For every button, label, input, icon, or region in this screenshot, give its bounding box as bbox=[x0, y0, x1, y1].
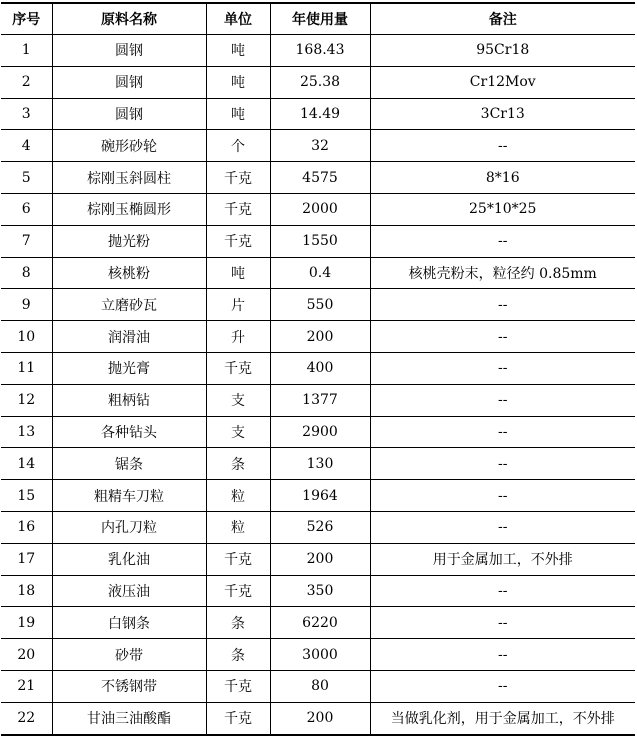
table-row bbox=[1, 416, 635, 448]
table-row bbox=[1, 384, 635, 416]
cell-unit: 吨 bbox=[206, 257, 270, 289]
table-row bbox=[1, 543, 635, 575]
table-row bbox=[1, 321, 635, 353]
cell-unit: 千克 bbox=[206, 702, 270, 734]
cell-unit: 个 bbox=[206, 130, 270, 162]
cell-index: 3 bbox=[1, 98, 52, 130]
header-index: 序号 bbox=[1, 3, 52, 35]
cell-index: 5 bbox=[1, 162, 52, 194]
cell-material-name: 内孔刀粒 bbox=[52, 511, 206, 543]
cell-material-name: 圆钢 bbox=[52, 98, 206, 130]
cell-index: 21 bbox=[1, 670, 52, 702]
table-row bbox=[1, 66, 635, 98]
table-row bbox=[1, 480, 635, 512]
cell-remarks: -- bbox=[370, 384, 635, 416]
cell-annual-usage: 0.4 bbox=[270, 257, 370, 289]
cell-index: 17 bbox=[1, 543, 52, 575]
cell-annual-usage: 14.49 bbox=[270, 98, 370, 130]
cell-index: 2 bbox=[1, 66, 52, 98]
cell-index: 7 bbox=[1, 225, 52, 257]
cell-annual-usage: 400 bbox=[270, 352, 370, 384]
cell-remarks: -- bbox=[370, 448, 635, 480]
cell-material-name: 不锈钢带 bbox=[52, 670, 206, 702]
table-row bbox=[1, 193, 635, 225]
cell-annual-usage: 6220 bbox=[270, 607, 370, 639]
cell-remarks: -- bbox=[370, 575, 635, 607]
cell-annual-usage: 200 bbox=[270, 321, 370, 353]
cell-remarks: -- bbox=[370, 321, 635, 353]
cell-index: 19 bbox=[1, 607, 52, 639]
cell-index: 10 bbox=[1, 321, 52, 353]
cell-material-name: 锯条 bbox=[52, 448, 206, 480]
cell-material-name: 抛光膏 bbox=[52, 352, 206, 384]
raw-materials-table bbox=[1, 2, 635, 736]
cell-unit: 千克 bbox=[206, 193, 270, 225]
cell-annual-usage: 2000 bbox=[270, 193, 370, 225]
cell-index: 13 bbox=[1, 416, 52, 448]
cell-annual-usage: 1377 bbox=[270, 384, 370, 416]
cell-annual-usage: 25.38 bbox=[270, 66, 370, 98]
cell-material-name: 润滑油 bbox=[52, 321, 206, 353]
cell-annual-usage: 200 bbox=[270, 543, 370, 575]
cell-remarks: -- bbox=[370, 607, 635, 639]
cell-remarks: -- bbox=[370, 130, 635, 162]
cell-material-name: 核桃粉 bbox=[52, 257, 206, 289]
cell-annual-usage: 200 bbox=[270, 702, 370, 734]
cell-unit: 千克 bbox=[206, 670, 270, 702]
cell-remarks: 3Cr13 bbox=[370, 98, 635, 130]
cell-unit: 升 bbox=[206, 321, 270, 353]
cell-unit: 片 bbox=[206, 289, 270, 321]
cell-remarks: -- bbox=[370, 289, 635, 321]
cell-index: 14 bbox=[1, 448, 52, 480]
cell-index: 15 bbox=[1, 480, 52, 512]
header-material-name: 原料名称 bbox=[52, 3, 206, 35]
cell-remarks: 当做乳化剂，用于金属加工，不外排 bbox=[370, 702, 635, 734]
cell-unit: 吨 bbox=[206, 98, 270, 130]
cell-annual-usage: 1964 bbox=[270, 480, 370, 512]
cell-material-name: 乳化油 bbox=[52, 543, 206, 575]
cell-unit: 千克 bbox=[206, 225, 270, 257]
table-row bbox=[1, 225, 635, 257]
cell-remarks: -- bbox=[370, 670, 635, 702]
cell-unit: 粒 bbox=[206, 480, 270, 512]
cell-index: 4 bbox=[1, 130, 52, 162]
cell-material-name: 白钢条 bbox=[52, 607, 206, 639]
cell-unit: 吨 bbox=[206, 35, 270, 67]
table-row bbox=[1, 289, 635, 321]
table-row bbox=[1, 35, 635, 67]
table-row bbox=[1, 607, 635, 639]
table-row bbox=[1, 257, 635, 289]
cell-material-name: 棕刚玉斜圆柱 bbox=[52, 162, 206, 194]
cell-annual-usage: 1550 bbox=[270, 225, 370, 257]
cell-annual-usage: 3000 bbox=[270, 639, 370, 671]
cell-remarks: 核桃壳粉末，粒径约 0.85mm bbox=[370, 257, 635, 289]
cell-material-name: 碗形砂轮 bbox=[52, 130, 206, 162]
cell-material-name: 甘油三油酸酯 bbox=[52, 702, 206, 734]
cell-remarks: -- bbox=[370, 480, 635, 512]
cell-index: 6 bbox=[1, 193, 52, 225]
cell-unit: 千克 bbox=[206, 352, 270, 384]
table-row bbox=[1, 162, 635, 194]
cell-annual-usage: 32 bbox=[270, 130, 370, 162]
cell-material-name: 液压油 bbox=[52, 575, 206, 607]
cell-unit: 支 bbox=[206, 416, 270, 448]
header-unit: 单位 bbox=[206, 3, 270, 35]
cell-material-name: 立磨砂瓦 bbox=[52, 289, 206, 321]
cell-annual-usage: 526 bbox=[270, 511, 370, 543]
cell-annual-usage: 2900 bbox=[270, 416, 370, 448]
cell-index: 12 bbox=[1, 384, 52, 416]
cell-material-name: 棕刚玉椭圆形 bbox=[52, 193, 206, 225]
cell-annual-usage: 550 bbox=[270, 289, 370, 321]
cell-remarks: 8*16 bbox=[370, 162, 635, 194]
header-annual-usage: 年使用量 bbox=[270, 3, 370, 35]
table-row bbox=[1, 352, 635, 384]
header-remarks: 备注 bbox=[370, 3, 635, 35]
cell-index: 22 bbox=[1, 702, 52, 734]
cell-material-name: 圆钢 bbox=[52, 35, 206, 67]
table-row bbox=[1, 130, 635, 162]
cell-material-name: 砂带 bbox=[52, 639, 206, 671]
table-row bbox=[1, 639, 635, 671]
cell-unit: 支 bbox=[206, 384, 270, 416]
cell-index: 16 bbox=[1, 511, 52, 543]
table-header-row bbox=[1, 3, 635, 35]
cell-material-name: 粗柄钻 bbox=[52, 384, 206, 416]
cell-material-name: 圆钢 bbox=[52, 66, 206, 98]
cell-unit: 千克 bbox=[206, 543, 270, 575]
cell-annual-usage: 130 bbox=[270, 448, 370, 480]
cell-unit: 吨 bbox=[206, 66, 270, 98]
cell-annual-usage: 4575 bbox=[270, 162, 370, 194]
cell-remarks: 25*10*25 bbox=[370, 193, 635, 225]
cell-annual-usage: 168.43 bbox=[270, 35, 370, 67]
cell-remarks: Cr12Mov bbox=[370, 66, 635, 98]
cell-unit: 粒 bbox=[206, 511, 270, 543]
materials-table-container bbox=[1, 2, 635, 736]
cell-material-name: 抛光粉 bbox=[52, 225, 206, 257]
cell-remarks: -- bbox=[370, 639, 635, 671]
cell-unit: 条 bbox=[206, 448, 270, 480]
cell-remarks: -- bbox=[370, 352, 635, 384]
table-row bbox=[1, 511, 635, 543]
cell-annual-usage: 80 bbox=[270, 670, 370, 702]
cell-index: 18 bbox=[1, 575, 52, 607]
cell-index: 9 bbox=[1, 289, 52, 321]
cell-index: 8 bbox=[1, 257, 52, 289]
table-row bbox=[1, 98, 635, 130]
cell-remarks: -- bbox=[370, 225, 635, 257]
cell-remarks: -- bbox=[370, 416, 635, 448]
cell-index: 1 bbox=[1, 35, 52, 67]
cell-unit: 千克 bbox=[206, 162, 270, 194]
cell-unit: 条 bbox=[206, 639, 270, 671]
cell-remarks: -- bbox=[370, 511, 635, 543]
cell-material-name: 各种钻头 bbox=[52, 416, 206, 448]
cell-remarks: 用于金属加工，不外排 bbox=[370, 543, 635, 575]
cell-remarks: 95Cr18 bbox=[370, 35, 635, 67]
cell-unit: 千克 bbox=[206, 575, 270, 607]
table-row bbox=[1, 575, 635, 607]
table-row bbox=[1, 448, 635, 480]
table-row bbox=[1, 702, 635, 734]
cell-material-name: 粗精车刀粒 bbox=[52, 480, 206, 512]
cell-index: 11 bbox=[1, 352, 52, 384]
cell-unit: 条 bbox=[206, 607, 270, 639]
cell-annual-usage: 350 bbox=[270, 575, 370, 607]
cell-index: 20 bbox=[1, 639, 52, 671]
table-row bbox=[1, 670, 635, 702]
